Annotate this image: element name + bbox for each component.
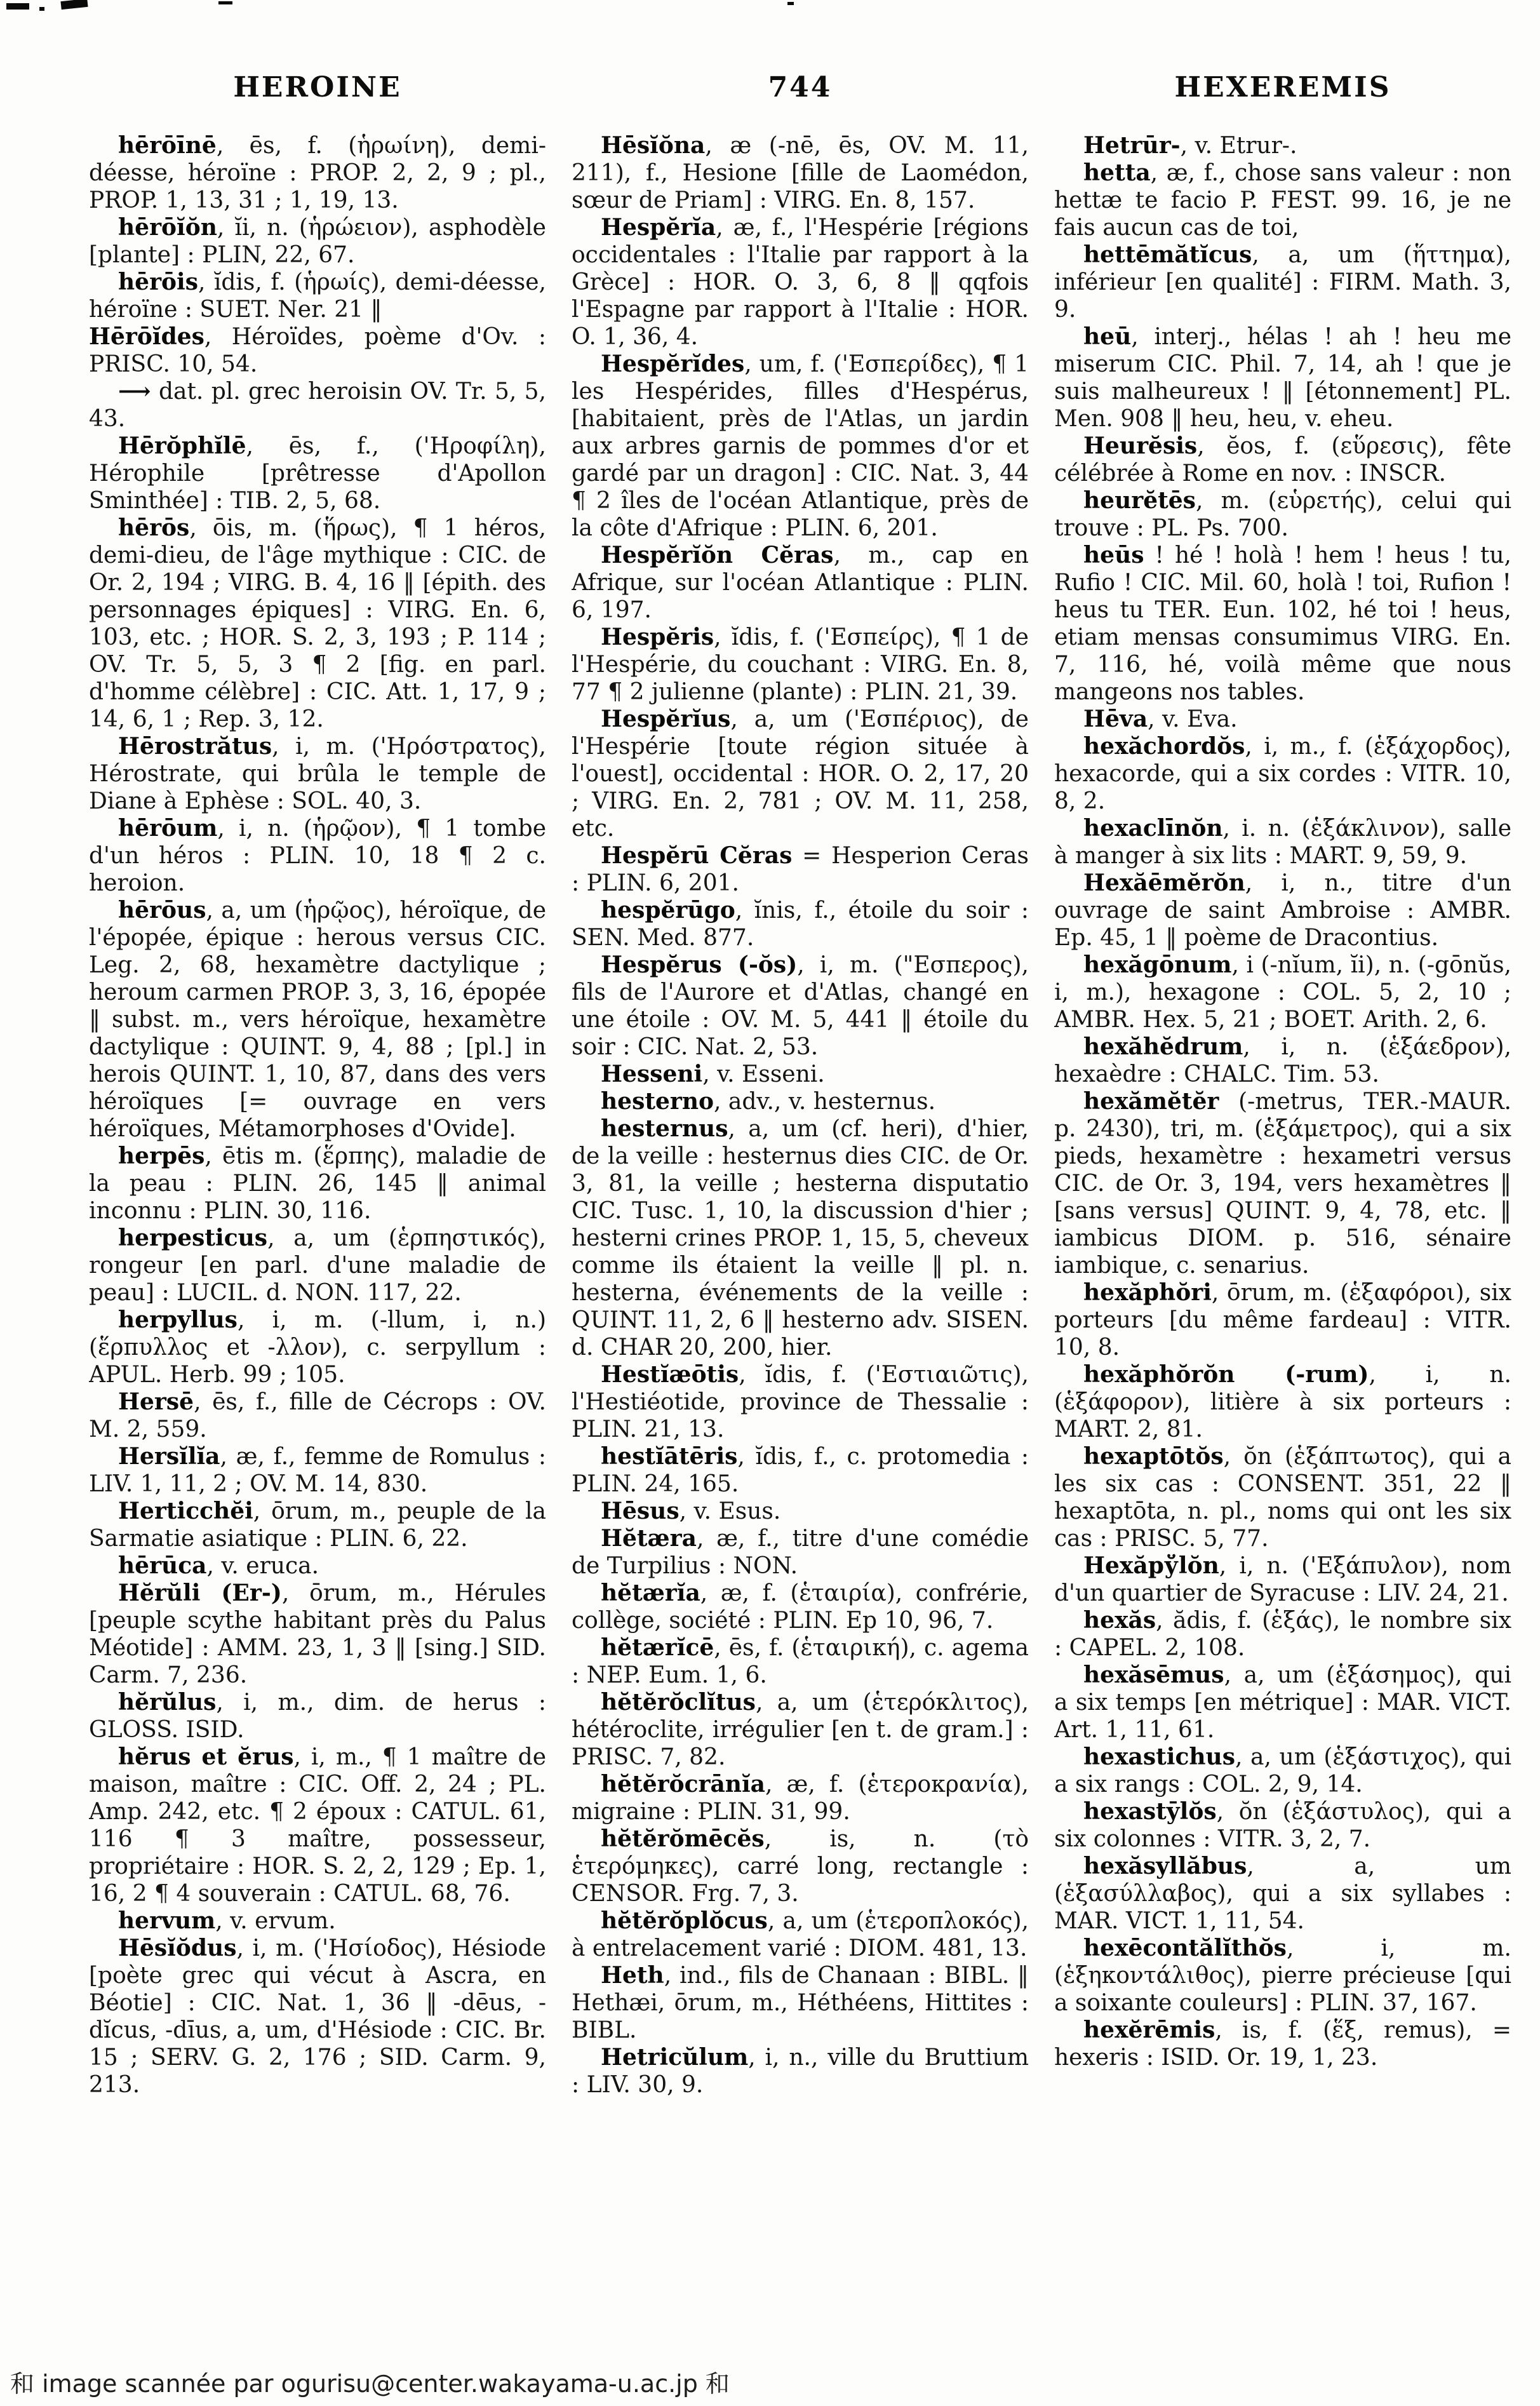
dictionary-entry <box>89 1498 546 1552</box>
dictionary-entry <box>89 269 546 323</box>
entry-body: = Hesperion Ceras : PLIN. 6, 201. <box>572 843 1029 896</box>
entry-body: , ŏn (ἑξάστυλος), qui a six colonnes : VITR. 3, 2, 7. <box>1054 1799 1511 1852</box>
entry-headword: herpēs <box>118 1143 205 1169</box>
dictionary-entry <box>1054 241 1511 323</box>
entry-headword: Hespĕrĭdes <box>601 351 745 377</box>
entry-body: , Héroïdes, poème d'Ov. : PRISC. 10, 54. <box>89 324 546 377</box>
entry-headword: Hexăpўlŏn <box>1083 1552 1219 1579</box>
entry-body: dat. pl. grec heroisin OV. Tr. 5, 5, 43. <box>89 379 546 432</box>
entry-body: , i, n. ('Εξάπυλον), nom d'un quartier de Syracuse : LIV. 24, 21. <box>1054 1553 1511 1606</box>
entry-headword: heū <box>1083 323 1132 350</box>
dictionary-entry <box>1054 542 1511 706</box>
entry-body: , ĭnis, f., étoile du soir : SEN. Med. 877. <box>572 897 1029 951</box>
entry-headword: Hērōĭdes <box>89 323 204 350</box>
entry-body: , a, um (cf. heri), d'hier, de la veille : hesternus dies CIC. de Or. 3, 81, la veille ; hesterna disputatio CIC. Tusc. 1, 10, la discussion d'hier ; hesterni crines PROP. 1, 15, 5, cheveux comme ils étaient la veille ‖ pl. n. hesterna, événements de la veille : QUINT. 11, 2, 6 ‖ hesterno adv. SISEN. d. CHAR 20, 200, hier. <box>572 1116 1029 1361</box>
entry-body: , v. Eva. <box>1148 706 1238 732</box>
dictionary-entry <box>89 1443 546 1498</box>
dictionary-entry <box>1054 487 1511 542</box>
entry-headword: hĕtĕrŏclĭtus <box>601 1689 756 1716</box>
entry-body: , æ, f., chose sans valeur : non hettæ te facio P. FEST. 99. 16, je ne fais aucun cas de toi, <box>1054 160 1511 241</box>
entry-headword: Hērostrătus <box>118 733 272 760</box>
entry-body: , æ (-nē, ēs, OV. M. 11, 211), f., Hesione [fille de Laomédon, sœur de Priam] : VIRG. En. 8, 157. <box>572 133 1029 213</box>
entry-body: , a, um (ἑξασύλλαβος), qui a six syllabes : MAR. VICT. 1, 11, 54. <box>1054 1853 1511 1934</box>
entry-body: , is, f. (ἕξ, remus), = hexeris : ISID. Or. 19, 1, 23. <box>1054 2017 1511 2071</box>
dictionary-entry <box>1054 1033 1511 1088</box>
entry-body: , i, n. (ἑξάεδρον), hexaèdre : CHALC. Tim. 53. <box>1054 1034 1511 1087</box>
entry-body: , i, m., dim. de herus : GLOSS. ISID. <box>89 1690 546 1743</box>
scan-credit: 和 image scannée par ogurisu@center.wakayama-u.ac.jp 和 <box>10 2370 730 2398</box>
entry-body: , i (-nĭum, ĭi), n. (-gōnŭs, i, m.), hexagone : COL. 5, 2, 10 ; AMBR. Hex. 5, 21 ; BOET. Arith. 2, 6. <box>1054 952 1511 1033</box>
dictionary-entry <box>89 1580 546 1689</box>
dictionary-entry <box>89 1744 546 1907</box>
entry-headword: Hespĕrĭŏn Cĕras <box>601 542 834 568</box>
dictionary-entry <box>1054 1744 1511 1798</box>
entry-headword: Hespĕris <box>601 624 714 650</box>
entry-headword: Hetrūr- <box>1083 132 1181 159</box>
entry-body: , a, um (ἑξάσημος), qui a six temps [en métrique] : MAR. VICT. Art. 1, 11, 61. <box>1054 1662 1511 1743</box>
entry-headword: herpyllus <box>118 1307 238 1333</box>
dictionary-entry <box>572 897 1029 951</box>
entry-headword: Hĕrŭli (Er-) <box>118 1580 282 1606</box>
scan-artifact <box>6 3 29 10</box>
dictionary-entry <box>572 1689 1029 1771</box>
entry-headword: hexēcontălĭthŏs <box>1083 1935 1287 1961</box>
entry-body: , æ, f., l'Hespérie [régions occidentales : l'Italie par rapport à la Grèce] : HOR. O. 3, 6, 8 ‖ qqfois l'Espagne par rapport à l'Italie : HOR. O. 1, 36, 4. <box>572 215 1029 350</box>
entry-headword: Hĕtæra <box>601 1525 697 1552</box>
entry-body: , æ, f., femme de Romulus : LIV. 1, 11, 2 ; OV. M. 14, 830. <box>89 1444 546 1497</box>
dictionary-entry <box>572 132 1029 214</box>
page-number: 744 <box>768 71 833 104</box>
dictionary-entry <box>1054 1279 1511 1361</box>
dictionary-entry <box>572 706 1029 842</box>
entry-body: , a, um (ἑτεροπλοκός), à entrelacement varié : DIOM. 481, 13. <box>572 1908 1029 1961</box>
entry-body: , ĕos, f. (εὕρεσις), fête célébrée à Rome en nov. : INSCR. <box>1054 433 1511 487</box>
entry-body: , ĭdis, f., c. protomedia : PLIN. 24, 165. <box>572 1444 1029 1497</box>
entry-headword: hĕrŭlus <box>118 1689 217 1716</box>
dictionary-entry <box>572 1115 1029 1361</box>
entry-headword: hĕtærĭa <box>601 1580 700 1606</box>
entry-body: , ōrum, m., Hérules [peuple scythe habitant près du Palus Méotide] : AMM. 23, 1, 3 ‖ [sing.] SID. Carm. 7, 236. <box>89 1580 546 1688</box>
entry-body: , i, m. ('Ησίοδος), Hésiode [poète grec qui vécut à Ascra, en Béotie] : CIC. Nat. 1, 36 ‖ -dēus, -dĭcus, -dīus, a, um, d'Hésiode : CIC. Br. 15 ; SERV. G. 2, 176 ; SID. Carm. 9, 213. <box>89 1935 546 2098</box>
entry-headword: Hespĕrū Cĕras <box>601 842 793 869</box>
entry-headword: hērōus <box>118 897 206 924</box>
entry-headword: Hestĭæōtis <box>601 1361 739 1388</box>
dictionary-entry <box>89 214 546 269</box>
dictionary-entry <box>89 815 546 897</box>
dictionary-entry <box>572 1825 1029 1907</box>
entry-body: , ōrum, m., peuple de la Sarmatie asiatique : PLIN. 6, 22. <box>89 1498 546 1552</box>
entry-headword: Hēsĭŏna <box>601 132 706 159</box>
entry-headword: Hēsus <box>601 1498 680 1524</box>
entry-headword: Hesseni <box>601 1061 703 1087</box>
entry-headword: hexaptōtŏs <box>1083 1443 1224 1470</box>
entry-body: , a, um ('Εσπέριος), de l'Hespérie [toute région située à l'ouest], occidental : HOR. O. 2, 17, 20 ; VIRG. En. 2, 781 ; OV. M. 11, 258, etc. <box>572 706 1029 842</box>
dictionary-entry <box>1054 1443 1511 1552</box>
entry-headword: Hersē <box>118 1388 194 1415</box>
entry-headword: hetta <box>1083 159 1151 186</box>
dictionary-entry <box>89 1225 546 1307</box>
dictionary-entry <box>572 542 1029 624</box>
entry-headword: hespĕrūgo <box>601 897 735 924</box>
entry-headword: hĕtĕrŏmēcĕs <box>601 1825 765 1852</box>
entry-body: , v. ervum. <box>215 1908 336 1934</box>
dictionary-entry <box>1054 132 1511 159</box>
entry-body: , ēs, f. (ἡρωίνη), demi-déesse, héroïne : PROP. 2, 2, 9 ; pl., PROP. 1, 13, 31 ; 1, 19, 13. <box>89 133 546 213</box>
entry-headword: hērōs <box>118 514 190 541</box>
dictionary-entry <box>89 1307 546 1388</box>
entry-body: , i, m., ¶ 1 maître de maison, maître : CIC. Off. 2, 24 ; PL. Amp. 242, etc. ¶ 2 époux : CATUL. 61, 116 ¶ 3 maître, possesseur, propriétaire : HOR. S. 2, 2, 129 ; Ep. 1, 16, 2 ¶ 4 souverain : CATUL. 68, 76. <box>89 1744 546 1907</box>
dictionary-entry <box>1054 2017 1511 2071</box>
entry-headword: Herticchĕi <box>118 1498 253 1524</box>
entry-headword: Hespĕrus (-ŏs) <box>601 951 798 978</box>
entry-body: , i, n., titre d'un ouvrage de saint Ambroise : AMBR. Ep. 45, 1 ‖ poème de Dracontius. <box>1054 870 1511 951</box>
entry-headword: Hēsĭŏdus <box>118 1935 237 1961</box>
entry-body: ! hé ! holà ! hem ! heus ! tu, Rufio ! CIC. Mil. 60, holà ! toi, Rufion ! heus tu TER. Eun. 102, hé toi ! heus, etiam mensas consumimus VIRG. En. 7, 116, hé, voilà même que nous mangeons nos tables. <box>1054 542 1511 705</box>
page-header <box>89 71 1511 104</box>
dictionary-entry <box>1054 1361 1511 1443</box>
entry-body: , v. eruca. <box>206 1553 319 1579</box>
dictionary-entry <box>1054 733 1511 815</box>
dictionary-entry <box>89 1689 546 1744</box>
entry-body: , æ, f., titre d'une comédie de Turpilius : NON. <box>572 1526 1029 1579</box>
entry-headword: hexăs <box>1083 1607 1156 1634</box>
entry-body: , ōis, m. (ἥρως), ¶ 1 héros, demi-dieu, de l'âge mythique : CIC. de Or. 2, 194 ; VIRG. B. 4, 16 ‖ [épith. des personnages épiques] : VIRG. En. 6, 103, etc. ; HOR. S. 2, 3, 193 ; P. 114 ; OV. Tr. 5, 5, 3 ¶ 2 [fig. en parl. d'homme célèbre] : CIC. Att. 1, 17, 9 ; 14, 6, 1 ; Rep. 3, 12. <box>89 515 546 732</box>
entry-body: , a, um (ἑξάστιχος), qui a six rangs : COL. 2, 9, 14. <box>1054 1744 1511 1798</box>
entry-headword: hettēmătĭcus <box>1083 241 1252 268</box>
entry-headword: Hērŏphĭlē <box>118 433 246 459</box>
dictionary-entry <box>1054 1088 1511 1279</box>
dictionary-entry <box>1054 870 1511 951</box>
entry-headword: heurĕtēs <box>1083 487 1196 514</box>
dictionary-entry <box>1054 1662 1511 1744</box>
entry-headword: hērōĭŏn <box>118 214 217 241</box>
entry-body: , a, um (ἑτερόκλιτος), hétéroclite, irrégulier [en t. de gram.] : PRISC. 7, 82. <box>572 1690 1029 1770</box>
entry-headword: hērōīnē <box>118 132 217 159</box>
entry-headword: Hetricŭlum <box>601 2044 749 2071</box>
dictionary-entry <box>89 897 546 1143</box>
entry-body: , ōrum, m. (ἑξαφόροι), six porteurs [du même fardeau] : VITR. 10, 8. <box>1054 1280 1511 1361</box>
entry-body: , i. n. (ἑξάκλινον), salle à manger à six lits : MART. 9, 59, 9. <box>1054 816 1511 869</box>
dictionary-entry <box>572 214 1029 351</box>
dictionary-entry <box>572 1061 1029 1088</box>
entry-headword: hĕtĕrŏplŏcus <box>601 1907 768 1934</box>
entry-body: , ĭdis, f. (ἡρωίς), demi-déesse, héroïne : SUET. Ner. 21 ‖ <box>89 269 546 323</box>
dictionary-entry <box>572 1443 1029 1498</box>
dictionary-entry <box>572 1907 1029 1962</box>
entry-headword: hestĭātēris <box>601 1443 738 1470</box>
entry-body: , ēs, f., ('Ηροφίλη), Hérophile [prêtresse d'Apollon Sminthée] : TIB. 2, 5, 68. <box>89 433 546 514</box>
entry-headword: hexăgōnum <box>1083 951 1232 978</box>
dictionary-entry <box>89 378 546 433</box>
entry-body: , ĭi, n. (ἡρώειον), asphodèle [plante] : PLIN, 22, 67. <box>89 215 546 268</box>
dictionary-entry <box>1054 323 1511 433</box>
scan-artifact <box>787 2 794 5</box>
dictionary-entry <box>1054 706 1511 733</box>
entry-headword: ⟶ <box>118 378 151 405</box>
dictionary-entry <box>572 351 1029 542</box>
entry-body: , i, n. (ἡρῷον), ¶ 1 tombe d'un héros : PLIN. 10, 18 ¶ 2 c. heroion. <box>89 816 546 896</box>
entry-body: , um, f. ('Εσπερίδες), ¶ 1 les Hespérides, filles d'Hespérus, [habitaient, près de l'Atlas, un jardin aux arbres garnis de pommes d'or et gardé par un dragon] : CIC. Nat. 3, 44 ¶ 2 îles de l'océan Atlantique, près de la côte d'Afrique : PLIN. 6, 201. <box>572 351 1029 541</box>
entry-body: , v. Etrur-. <box>1180 133 1297 159</box>
dictionary-entry <box>572 1088 1029 1115</box>
dictionary-entry <box>1054 1798 1511 1853</box>
entry-body: , a, um (ἥττημα), inférieur [en qualité] : FIRM. Math. 3, 9. <box>1054 242 1511 323</box>
entry-headword: hĕrus et ĕrus <box>118 1744 294 1770</box>
entry-headword: hervum <box>118 1907 216 1934</box>
entry-body: , i, m., f. (ἑξάχορδος), hexacorde, qui a six cordes : VITR. 10, 8, 2. <box>1054 734 1511 814</box>
entry-body: , ēs, f. (ἑταιρική), c. agema : NEP. Eum. 1, 6. <box>572 1635 1029 1688</box>
dictionary-entry <box>572 1498 1029 1525</box>
entry-body: , ĭdis, f. ('Εστιαιῶτις), l'Hestiéotide, province de Thessalie : PLIN. 21, 13. <box>572 1362 1029 1442</box>
dictionary-entry <box>1054 1935 1511 2017</box>
dictionary-entry <box>1054 951 1511 1033</box>
dictionary-entry <box>89 1935 546 2099</box>
entry-headword: hērōum <box>118 815 218 842</box>
entry-body: , a, um (ἡρῷος), héroïque, de l'épopée, épique : herous versus CIC. Leg. 2, 68, hexamètre dactylique ; heroum carmen PROP. 3, 3, 16, épopée ‖ subst. m., vers héroïque, hexamètre dactylique : QUINT. 9, 4, 88 ; [pl.] in herois QUINT. 1, 10, 87, dans des vers héroïques [= ouvrage en vers héroïques, Métamorphoses d'Ovide]. <box>89 897 546 1142</box>
entry-headword: Hexăēmĕrŏn <box>1083 870 1245 896</box>
entry-body: , i, m. (-llum, i, n.) (ἕρπυλλος et -λλον), c. serpyllum : APUL. Herb. 99 ; 105. <box>89 1307 546 1388</box>
entry-headword: hērōis <box>118 269 198 295</box>
entry-headword: hĕtĕrŏcrānĭa <box>601 1771 765 1798</box>
entry-body: , m. (εὑρετής), celui qui trouve : PL. Ps. 700. <box>1054 488 1511 541</box>
dictionary-entry <box>572 1525 1029 1580</box>
entry-body: , æ, f. (ἑτεροκρανία), migraine : PLIN. 31, 99. <box>572 1771 1029 1825</box>
dictionary-entry <box>572 1634 1029 1689</box>
dictionary-entry <box>89 1552 546 1580</box>
scan-artifact <box>60 0 88 10</box>
entry-body: , v. Esus. <box>679 1498 781 1524</box>
entry-body: , i, m. (ἑξηκοντάλιθος), pierre précieuse [qui a soixante couleurs] : PLIN. 37, 167. <box>1054 1935 1511 2016</box>
dictionary-entry <box>1054 1552 1511 1607</box>
entry-headword: hexastichus <box>1083 1744 1235 1770</box>
entry-body: , i, n., ville du Bruttium : LIV. 30, 9. <box>572 2045 1029 2098</box>
dictionary-entry <box>89 514 546 733</box>
dictionary-entry <box>1054 1607 1511 1662</box>
dictionary-entry <box>572 951 1029 1061</box>
entry-headword: hexăphŏri <box>1083 1279 1212 1306</box>
entry-body: , interj., hélas ! ah ! heu me miserum CIC. Phil. 7, 14, ah ! que je suis malheureux ! ‖ [étonnement] PL. Men. 908 ‖ heu, heu, v. eheu. <box>1054 324 1511 432</box>
dictionary-entry <box>572 842 1029 897</box>
dictionary-entry <box>1054 1853 1511 1935</box>
entry-headword: hexămĕtĕr <box>1083 1088 1219 1115</box>
entry-body: , i, m. ('Ηρόστρατος), Hérostrate, qui brûla le temple de Diane à Ephèse : SOL. 40, 3. <box>89 734 546 814</box>
entry-body: , ēs, f., fille de Cécrops : OV. M. 2, 559. <box>89 1389 546 1442</box>
entry-body: , a, um (ἑρπηστικός), rongeur [en parl. d'une maladie de peau] : LUCIL. d. NON. 117, 22. <box>89 1225 546 1306</box>
header-right-keyword: HEXEREMIS <box>1174 71 1391 104</box>
entry-headword: Heurĕsis <box>1083 433 1198 459</box>
dictionary-entry <box>1054 433 1511 487</box>
header-left-keyword: HEROINE <box>233 71 402 104</box>
entry-headword: hesternus <box>601 1115 728 1142</box>
entry-headword: Hersĭlĭa <box>118 1443 220 1470</box>
entry-body: , ind., fils de Chanaan : BIBL. ‖ Hethæi, ōrum, m., Héthéens, Hittites : BIBL. <box>572 1963 1029 2043</box>
dictionary-entry <box>89 1388 546 1443</box>
entry-body: , ētis m. (ἕρπης), maladie de la peau : PLIN. 26, 145 ‖ animal inconnu : PLIN. 30, 116. <box>89 1143 546 1224</box>
entry-body: , i, m. ("Εσπερος), fils de l'Aurore et d'Atlas, changé en une étoile : OV. M. 5, 441 ‖ étoile du soir : CIC. Nat. 2, 53. <box>572 952 1029 1060</box>
entry-headword: heūs <box>1083 542 1144 568</box>
entry-headword: herpesticus <box>118 1225 268 1251</box>
entry-headword: hērūca <box>118 1552 207 1579</box>
dictionary-entry <box>572 1361 1029 1443</box>
dictionary-entry <box>89 1143 546 1225</box>
entry-body: (-metrus, TER.-MAUR. p. 2430), tri, m. (ἑξάμετρος), qui a six pieds, hexamètre : hexametri versus CIC. de Or. 3, 194, vers hexamètres ‖ [sans versus] QUINT. 9, 4, 78, etc. ‖ iambicus DIOM. p. 516, sénaire iambique, c. senarius. <box>1054 1089 1511 1279</box>
entry-headword: hexastȳlŏs <box>1083 1798 1217 1825</box>
scan-artifact <box>218 1 232 4</box>
dictionary-entry <box>89 132 546 214</box>
dictionary-entry <box>89 433 546 514</box>
entry-body: , ădis, f. (ἑξάς), le nombre six : CAPEL. 2, 108. <box>1054 1608 1511 1661</box>
entry-body: , v. Esseni. <box>702 1061 825 1087</box>
column-1 <box>89 132 546 2311</box>
dictionary-entry <box>572 1771 1029 1825</box>
entry-headword: Heth <box>601 1962 664 1989</box>
entry-headword: hexăhĕdrum <box>1083 1033 1243 1060</box>
entry-headword: hesterno <box>601 1088 714 1115</box>
dictionary-entry <box>572 624 1029 706</box>
entry-body: , i, n. (ἑξάφορον), litière à six porteurs : MART. 2, 81. <box>1054 1362 1511 1442</box>
entry-headword: hexaclīnŏn <box>1083 815 1223 842</box>
entry-body: , æ, f. (ἑταιρία), confrérie, collège, société : PLIN. Ep 10, 96, 7. <box>572 1580 1029 1634</box>
dictionary-entry <box>572 1580 1029 1634</box>
dictionary-entry <box>89 733 546 815</box>
entry-headword: Hespĕrĭus <box>601 706 731 732</box>
entry-body: , m., cap en Afrique, sur l'océan Atlantique : PLIN. 6, 197. <box>572 542 1029 623</box>
text-columns <box>89 132 1511 2311</box>
dictionary-entry <box>1054 815 1511 870</box>
dictionary-entry <box>89 1907 546 1935</box>
dictionary-entry <box>89 323 546 378</box>
dictionary-entry <box>1054 159 1511 241</box>
entry-body: , ŏn (ἑξάπτωτος), qui a les six cas : CONSENT. 351, 22 ‖ hexaptōta, n. pl., noms qui ont les six cas : PRISC. 5, 77. <box>1054 1444 1511 1552</box>
scan-artifact <box>39 7 44 11</box>
entry-headword: Hēva <box>1083 706 1148 732</box>
entry-headword: hĕtærĭcē <box>601 1634 714 1661</box>
entry-headword: hexăsēmus <box>1083 1662 1224 1688</box>
dictionary-entry <box>572 2044 1029 2099</box>
entry-body: , is, n. (τὸ ἑτερόμηκες), carré long, rectangle : CENSOR. Frg. 7, 3. <box>572 1826 1029 1907</box>
column-3 <box>1054 132 1511 2311</box>
entry-headword: hexăchordŏs <box>1083 733 1245 760</box>
entry-body: , ĭdis, f. ('Εσπείρς), ¶ 1 de l'Hespérie, du couchant : VIRG. En. 8, 77 ¶ 2 julienne (plante) : PLIN. 21, 39. <box>572 624 1029 705</box>
column-2 <box>572 132 1029 2311</box>
entry-headword: hexăphŏrŏn (-rum) <box>1083 1361 1369 1388</box>
entry-body: , adv., v. hesternus. <box>714 1089 936 1115</box>
dictionary-entry <box>572 1962 1029 2044</box>
entry-headword: hexĕrēmis <box>1083 2017 1215 2043</box>
entry-headword: Hespĕrĭa <box>601 214 716 241</box>
entry-headword: hexăsyllăbus <box>1083 1853 1247 1879</box>
